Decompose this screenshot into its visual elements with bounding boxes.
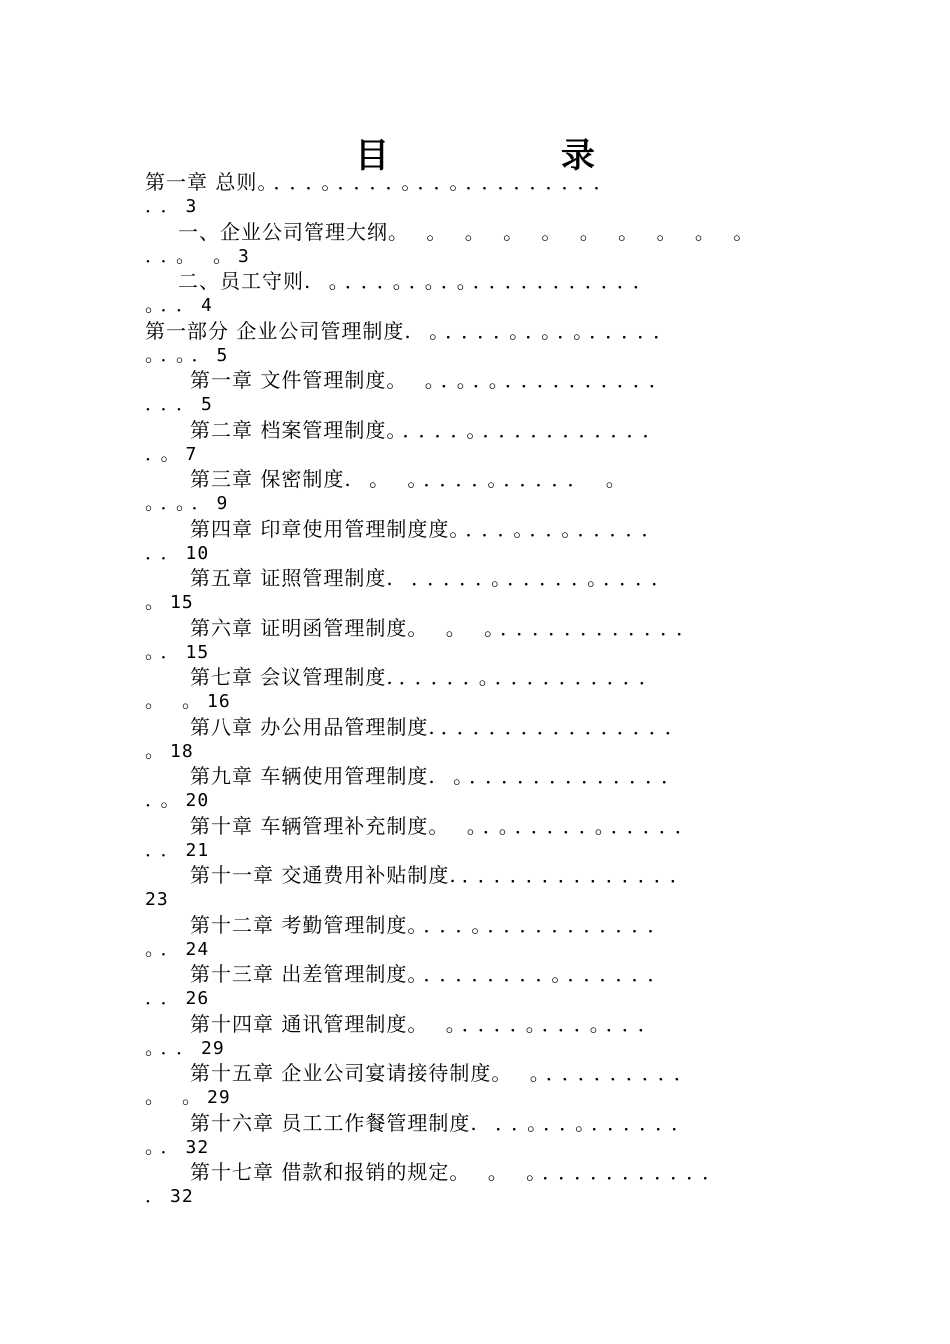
toc-entry-label: 第二章 档案管理制度 <box>190 417 387 442</box>
toc-entry <box>0 269 950 319</box>
toc-entry-line <box>190 517 818 541</box>
toc-entry-line <box>178 269 818 293</box>
toc-entry <box>0 566 950 616</box>
toc-page-number: 5 <box>216 344 229 366</box>
toc-leader-dots: ．。 <box>145 789 186 811</box>
toc-entry <box>0 418 950 468</box>
toc-leader-dots: 。．． <box>145 1036 202 1059</box>
toc-entry-continuation <box>145 590 194 615</box>
toc-page-number: 4 <box>201 295 213 316</box>
toc-page-number: 24 <box>185 938 210 960</box>
toc-leader-dots: 。 。．．．．。．．．。．．． <box>407 1011 664 1036</box>
toc-entry-label: 第十一章 交通费用补贴制度 <box>190 863 450 887</box>
toc-leader-dots: 。．。． <box>145 343 217 366</box>
toc-leader-dots: 。．．．．．．．．。．．．．．． <box>407 962 674 986</box>
toc-leader-dots: ．． <box>145 987 186 1009</box>
toc-entry-label: 第一章 文件管理制度 <box>190 368 387 392</box>
toc-page-number: 23 <box>145 889 169 910</box>
toc-entry <box>0 1160 950 1210</box>
toc-entry <box>0 1061 950 1111</box>
toc-leader-dots: . 。．．．．．．．．．．．．． <box>428 764 688 788</box>
toc-entry-label: 第九章 车辆使用管理制度 <box>190 764 429 788</box>
toc-page-number: 5 <box>201 394 213 415</box>
toc-entry-continuation <box>145 244 250 269</box>
toc-entry-line <box>190 467 818 491</box>
toc-entry-continuation <box>145 491 228 516</box>
toc-entry-line <box>145 319 818 343</box>
toc-entry-label: 第十二章 考勤管理制度 <box>190 912 408 937</box>
toc-leader-dots: 。．． <box>145 294 202 316</box>
toc-entry-continuation <box>145 887 169 912</box>
toc-leader-dots: . ．．。．．。．．．．．． <box>470 1110 698 1135</box>
toc-leader-dots: ．．． <box>145 393 202 415</box>
toc-entry-label: 二、员工守则 <box>178 269 304 293</box>
toc-leader-dots: 。 。．．．．．．．．． <box>491 1061 700 1085</box>
toc-page-number: 3 <box>238 245 250 267</box>
toc-leader-dots: . 。．．．。．。．。．．．．．．．．．．． <box>304 269 659 293</box>
toc-entry-continuation <box>145 194 197 219</box>
toc-entry-continuation <box>145 1085 231 1110</box>
toc-entry-line <box>190 418 818 442</box>
toc-entry <box>0 1012 950 1062</box>
toc-entry-line <box>190 715 818 739</box>
toc-entry-continuation <box>145 689 231 714</box>
toc-entry-continuation <box>145 392 213 417</box>
toc-leader-dots: 。 <box>145 739 171 762</box>
toc-leader-dots: 。 。 。．．．．．．．．．．．． <box>407 615 703 640</box>
toc-page-number: 9 <box>216 493 229 514</box>
toc-leader-dots: 。 。 <box>145 1086 208 1108</box>
toc-leader-dots: ．． <box>145 541 186 564</box>
toc-leader-dots: .．．．．．．．．．．．．．．． <box>428 714 691 739</box>
toc-entry-label: 一、企业公司管理大纲 <box>178 219 388 244</box>
toc-entry <box>0 220 950 270</box>
toc-entry <box>0 863 950 913</box>
toc-page-number: 29 <box>207 1087 231 1108</box>
toc-leader-dots: 。．。． <box>145 492 217 514</box>
toc-entry-label: 第十三章 出差管理制度 <box>190 962 408 986</box>
toc-leader-dots: 。 。 。．．．．．．．．．．． <box>449 1160 729 1184</box>
toc-entry-label: 第一章 总则 <box>145 170 258 194</box>
toc-leader-dots: 。 。．。．．．．．。．．．．． <box>428 813 701 838</box>
toc-entry <box>0 764 950 814</box>
toc-entry-label: 第十七章 借款和报销的规定 <box>190 1160 450 1184</box>
toc-page-number: 32 <box>170 1186 194 1207</box>
toc-entry <box>0 913 950 963</box>
toc-page-number: 20 <box>185 790 210 811</box>
toc-leader-dots: ．．。 。 <box>145 244 239 267</box>
toc-leader-dots: .．．．．．。．．．．．．．．．． <box>386 665 665 689</box>
toc-entry-label: 第八章 办公用品管理制度 <box>190 714 429 739</box>
toc-leader-dots: ．． <box>145 195 186 217</box>
toc-entry <box>0 368 950 418</box>
toc-entry <box>0 170 950 220</box>
toc-entry-continuation <box>145 1184 194 1209</box>
toc-entry-continuation <box>145 788 209 813</box>
toc-leader-dots: 。．．．。．．．．．．．．．．． <box>407 912 674 937</box>
toc-entry-line <box>190 368 818 392</box>
toc-leader-dots: .．．．．．．．．．．．．．． <box>449 863 696 887</box>
toc-leader-dots: . 。 。．．．．。．．．．． 。 <box>344 467 632 491</box>
toc-entry-line <box>190 764 818 788</box>
toc-entry-continuation <box>145 442 197 467</box>
toc-entry <box>0 814 950 864</box>
toc-entry <box>0 319 950 369</box>
toc-entry <box>0 517 950 567</box>
toc-leader-dots: 。 。 。 。 。 。 。 。 。 。 <box>388 219 760 244</box>
toc-entry-line <box>190 665 818 689</box>
toc-entry-continuation <box>145 937 209 962</box>
toc-entry-continuation <box>145 1135 209 1160</box>
toc-page-number: 18 <box>170 740 194 762</box>
toc-entry-line <box>190 566 818 590</box>
toc-page-number: 16 <box>207 691 231 712</box>
toc-entry-line <box>190 962 818 986</box>
toc-entry-label: 第十章 车辆管理补充制度 <box>190 813 429 838</box>
toc-entry-line <box>190 1160 818 1184</box>
toc-leader-dots: . ．．．．．。．．．．．。．．．． <box>386 566 678 590</box>
toc-page-number: 21 <box>185 839 210 861</box>
toc-entry <box>0 467 950 517</box>
toc-page-number: 10 <box>185 542 210 564</box>
toc-page-number: 15 <box>170 592 194 613</box>
toc-leader-dots: . 。．．．．。．。．。．．．．． <box>404 318 680 343</box>
table-of-contents <box>0 170 950 1210</box>
toc-entry-continuation <box>145 343 228 368</box>
toc-entry-label: 第十六章 员工工作餐管理制度 <box>190 1110 471 1135</box>
toc-entry-label: 第六章 证明函管理制度 <box>190 615 408 640</box>
toc-entry-line <box>145 170 818 194</box>
toc-entry <box>0 715 950 765</box>
toc-leader-dots: 。． <box>145 937 186 960</box>
toc-entry-continuation <box>145 739 194 764</box>
toc-entry <box>0 665 950 715</box>
toc-entry-line <box>190 1111 818 1135</box>
toc-leader-dots: 。． <box>145 640 186 663</box>
toc-entry-line <box>190 1061 818 1085</box>
toc-leader-dots: 。 。．。．。．．．．．．．．．． <box>386 368 675 392</box>
toc-page-number: 15 <box>185 641 210 663</box>
toc-entry-continuation <box>145 541 209 566</box>
toc-entry-label: 第四章 印章使用管理制度度 <box>190 516 450 541</box>
toc-entry-line <box>190 814 818 838</box>
toc-entry-continuation <box>145 293 213 318</box>
toc-page-number: 26 <box>185 988 210 1009</box>
toc-entry-continuation <box>145 1036 225 1061</box>
toc-leader-dots: 。．．．。．．．．。．．。．．．．．．．．． <box>257 170 620 194</box>
toc-page-number: 3 <box>185 196 198 217</box>
toc-leader-dots: 。．．．。．．。．．．．． <box>449 516 668 541</box>
toc-leader-dots: 。． <box>145 1135 186 1158</box>
toc-leader-dots: ．。 <box>145 442 186 465</box>
toc-page-number: 7 <box>185 443 198 465</box>
toc-entry <box>0 616 950 666</box>
toc-leader-dots: 。．．．．。．．．．．．．．．．． <box>386 417 669 442</box>
toc-page-number: 29 <box>201 1037 225 1059</box>
page-title: 目 录 <box>355 136 595 176</box>
toc-entry-line <box>178 220 818 244</box>
toc-entry-continuation <box>145 838 209 863</box>
toc-leader-dots: ．． <box>145 838 186 861</box>
toc-entry-label: 第十五章 企业公司宴请接待制度 <box>190 1061 492 1085</box>
toc-entry-continuation <box>145 986 209 1011</box>
toc-entry-continuation <box>145 640 209 665</box>
toc-leader-dots: ． <box>145 1185 171 1207</box>
toc-entry-line <box>190 616 818 640</box>
toc-entry <box>0 1111 950 1161</box>
toc-entry-line <box>190 1012 818 1036</box>
toc-entry-label: 第七章 会议管理制度 <box>190 665 387 689</box>
toc-entry-line <box>190 863 818 887</box>
toc-entry-label: 第十四章 通讯管理制度 <box>190 1011 408 1036</box>
toc-entry-label: 第一部分 企业公司管理制度 <box>145 318 405 343</box>
toc-entry <box>0 962 950 1012</box>
toc-page-number: 32 <box>185 1136 210 1158</box>
toc-entry-label: 第五章 证照管理制度 <box>190 566 387 590</box>
toc-entry-label: 第三章 保密制度 <box>190 467 345 491</box>
toc-entry-line <box>190 913 818 937</box>
toc-leader-dots: 。 <box>145 591 171 613</box>
toc-leader-dots: 。 。 <box>145 690 208 712</box>
